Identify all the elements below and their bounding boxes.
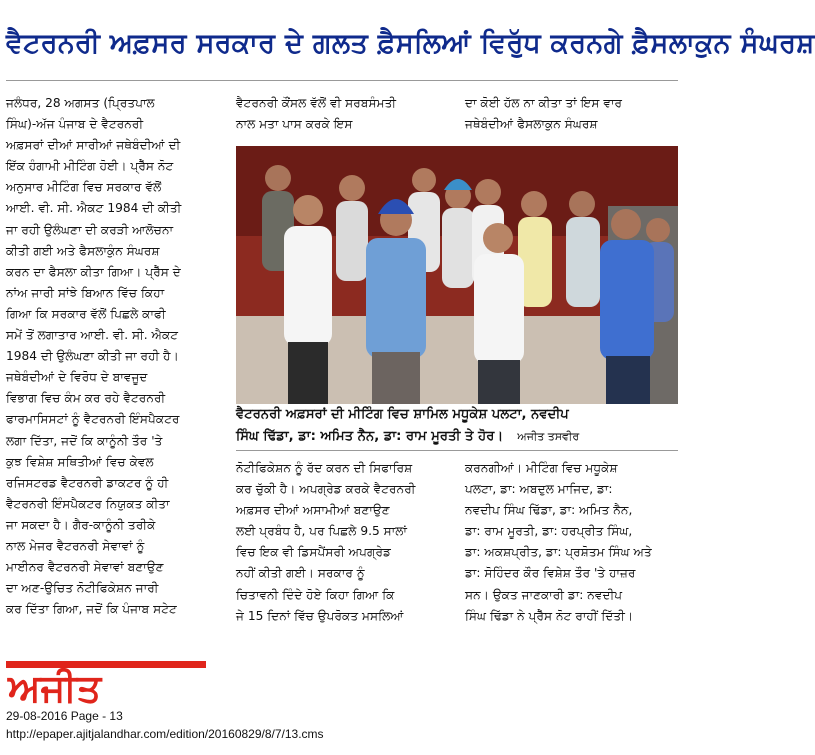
column-4-line: ਨਹੀਂ ਕੀਤੀ ਗਈ। ਸਰਕਾਰ ਨੂੰ [236, 566, 365, 581]
column-1-line: ਜਲੰਧਰ, 28 ਅਗਸਤ (ਪ੍ਰਿਤਪਾਲ [6, 96, 155, 110]
column-1-line: ਜਾ ਰਹੀ ਉਲੰਘਣਾ ਦੀ ਕਰੜੀ ਆਲੋਚਨਾ [6, 222, 174, 237]
column-1-line: ਸਿੰਘ)-ਅੱਜ ਪੰਜਾਬ ਦੇ ਵੈਟਰਨਰੀ [6, 117, 144, 132]
column-1-line: ਵੈਟਰਨਰੀ ਇੰਸਪੈਕਟਰ ਨਿਯੁਕਤ ਕੀਤਾ [6, 496, 170, 511]
column-1-line: ਅਫ਼ਸਰਾਂ ਦੀਆਂ ਸਾਰੀਆਂ ਜਥੇਬੰਦੀਆਂ ਦੀ [6, 138, 181, 153]
column-1-line: ਆਈ. ਵੀ. ਸੀ. ਐਕਟ 1984 ਦੀ ਕੀਤੀ [6, 201, 182, 216]
photo-caption [236, 404, 678, 448]
headline-rule [6, 80, 678, 81]
column-1-line: ਫਾਰਮਾਸਿਸਟਾਂ ਨੂੰ ਵੈਟਰਨਰੀ ਇੰਸਪੈਕਟਰ [6, 412, 180, 427]
date-page-label: 29-08-2016 Page - 13 [6, 709, 123, 723]
column-1-line: ਗਿਆ ਕਿ ਸਰਕਾਰ ਵੱਲੋਂ ਪਿਛਲੇ ਕਾਫੀ [6, 306, 166, 321]
column-3-line: ਜਥੇਬੰਦੀਆਂ ਫੈਸਲਾਕੁਨ ਸੰਘਰਸ਼ [465, 117, 598, 132]
column-4-line: ਕਰ ਚੁੱਕੀ ਹੈ। ਅਪਗ੍ਰੇਡ ਕਰਕੇ ਵੈਟਰਨਰੀ [236, 482, 416, 497]
caption-line-2: ਸਿੰਘ ਢਿੱਡਾ, ਡਾ: ਅਮਿਤ ਨੈਨ, ਡਾ: ਰਾਮ ਮੂਰਤੀ ਤੇ ਹੋਰ। ਅਜੀਤ ਤਸਵੀਰ [236, 429, 580, 444]
headline: ਵੈਟਰਨਰੀ ਅਫ਼ਸਰ ਸਰਕਾਰ ਦੇ ਗਲਤ ਫ਼ੈਸਲਿਆਂ ਵਿਰੁੱਧ ਕਰਨਗੇ ਫ਼ੈਸਲਾਕੁਨ ਸੰਘਰਸ਼ [6, 28, 815, 59]
column-4-line: ਅਫ਼ਸਰ ਦੀਆਂ ਅਸਾਮੀਆਂ ਬਣਾਉਣ [236, 503, 390, 518]
column-5-line: ਕਰਨਗੀਆਂ। ਮੀਟਿੰਗ ਵਿਚ ਮਧੂਕੇਸ਼ [465, 461, 618, 475]
column-1-line: ਦਾ ਅਣ-ਉਚਿਤ ਨੋਟੀਫਿਕੇਸ਼ਨ ਜਾਰੀ [6, 581, 159, 596]
column-1-line: ਅਨੁਸਾਰ ਮੀਟਿੰਗ ਵਿਚ ਸਰਕਾਰ ਵੱਲੋਂ [6, 180, 162, 195]
column-5-line: ਨਵਦੀਪ ਸਿੰਘ ਢਿੱਡਾ, ਡਾ: ਅਮਿਤ ਨੈਨ, [465, 503, 633, 518]
photo-credit: ਅਜੀਤ ਤਸਵੀਰ [517, 430, 580, 443]
column-5-line: ਡਾ: ਰਾਮ ਮੂਰਤੀ, ਡਾ: ਹਰਪ੍ਰੀਤ ਸਿੰਘ, [465, 524, 633, 539]
column-5-line: ਡਾ: ਸੋਹਿੰਦਰ ਕੌਰ ਵਿਸ਼ੇਸ਼ ਤੌਰ 'ਤੇ ਹਾਜ਼ਰ [465, 566, 636, 581]
column-1-line: ਜਥੇਬੰਦੀਆਂ ਦੇ ਵਿਰੋਧ ਦੇ ਬਾਵਜੂਦ [6, 370, 148, 385]
column-1-line: ਵਿਭਾਗ ਵਿਚ ਕੰਮ ਕਰ ਰਹੇ ਵੈਟਰਨਰੀ [6, 391, 166, 406]
column-4-line: ਚਿਤਾਵਨੀ ਦਿੰਦੇ ਹੋਏ ਕਿਹਾ ਗਿਆ ਕਿ [236, 587, 395, 602]
column-1-line: ਨਾਲ ਮੇਜਰ ਵੈਟਰਨਰੀ ਸੇਵਾਵਾਂ ਨੂੰ [6, 538, 145, 553]
article-column-3 [465, 93, 677, 137]
column-1-line: ਲਗਾ ਦਿੱਤਾ, ਜਦੋਂ ਕਿ ਕਾਨੂੰਨੀ ਤੌਰ 'ਤੇ [6, 433, 163, 448]
column-4-line: ਵਿਚ ਇਕ ਵੀ ਡਿਸਪੈਂਸਰੀ ਅਪਗ੍ਰੇਡ [236, 545, 391, 560]
article-column-5 [465, 458, 677, 658]
article-column-1 [6, 93, 224, 656]
column-5-line: ਸਿੰਘ ਢਿੱਡਾ ਨੇ ਪ੍ਰੈੱਸ ਨੋਟ ਰਾਹੀਂ ਦਿੱਤੀ। [465, 608, 634, 623]
ajit-logo-mark [6, 655, 206, 710]
article-column-2 [236, 93, 449, 137]
column-5-line: ਸਨ। ਉਕਤ ਜਾਣਕਾਰੀ ਡਾ: ਨਵਦੀਪ [465, 587, 623, 602]
column-1-line: ਰਜਿਸਟਰਡ ਵੈਟਰਨਰੀ ਡਾਕਟਰ ਨੂੰ ਹੀ [6, 475, 169, 490]
article-column-4 [236, 458, 449, 658]
column-4-line: ਲਈ ਪ੍ਰਬੰਧ ਹੈ, ਪਰ ਪਿਛਲੇ 9.5 ਸਾਲਾਂ [236, 524, 407, 539]
column-1-line: ਕੀਤੀ ਗਈ ਅਤੇ ਫੈਸਲਾਕੁੰਨ ਸੰਘਰਸ਼ [6, 243, 160, 258]
caption-line-1: ਵੈਟਰਨਰੀ ਅਫ਼ਸਰਾਂ ਦੀ ਮੀਟਿੰਗ ਵਿਚ ਸ਼ਾਮਿਲ ਮਧੂਕੇਸ਼ ਪਲਟਾ, ਨਵਦੀਪ [236, 407, 569, 422]
column-1-line: 1984 ਦੀ ਉਲੰਘਣਾ ਕੀਤੀ ਜਾ ਰਹੀ ਹੈ। [6, 349, 179, 364]
news-photo [236, 146, 678, 404]
column-1-line: ਨਾਂਅ ਜਾਰੀ ਸਾਂਝੇ ਬਿਆਨ ਵਿੱਚ ਕਿਹਾ [6, 285, 165, 300]
column-4-line: ਨੋਟੀਫਿਕੇਸ਼ਨ ਨੂੰ ਰੱਦ ਕਰਨ ਦੀ ਸਿਫਾਰਿਸ਼ [236, 461, 413, 475]
column-2-line: ਵੈਟਰਨਰੀ ਕੌਂਸਲ ਵੱਲੋਂ ਵੀ ਸਰਬਸੰਮਤੀ [236, 96, 397, 110]
ajit-logo [6, 655, 206, 710]
logo-text: ਅਜੀਤ [8, 666, 102, 710]
column-1-line: ਕਰਨ ਦਾ ਫੈਸਲਾ ਕੀਤਾ ਗਿਆ। ਪ੍ਰੈੱਸ ਦੇ [6, 264, 181, 279]
column-3-line: ਦਾ ਕੋਈ ਹੱਲ ਨਾ ਕੀਤਾ ਤਾਂ ਇਸ ਵਾਰ [465, 96, 623, 110]
column-1-line: ਸਮੇਂ ਤੋਂ ਲਗਾਤਾਰ ਆਈ. ਵੀ. ਸੀ. ਐਕਟ [6, 328, 179, 343]
column-5-line: ਡਾ: ਅਕਸ਼ਪ੍ਰੀਤ, ਡਾ: ਪ੍ਰਸ਼ੋਤਮ ਸਿੰਘ ਅਤੇ [465, 545, 652, 560]
epaper-url[interactable]: http://epaper.ajitjalandhar.com/edition/20160829/8/7/13.cms [6, 727, 324, 741]
column-1-line: ਜਾ ਸਕਦਾ ਹੈ। ਗੈਰ-ਕਾਨੂੰਨੀ ਤਰੀਕੇ [6, 517, 156, 532]
column-4-line: ਜੇ 15 ਦਿਨਾਂ ਵਿੱਚ ਉਪਰੋਕਤ ਮਸਲਿਆਂ [236, 608, 404, 623]
column-1-line: ਮਾਈਨਰ ਵੈਟਰਨਰੀ ਸੇਵਾਵਾਂ ਬਣਾਉਣ [6, 560, 164, 575]
column-2-line: ਨਾਲ ਮਤਾ ਪਾਸ ਕਰਕੇ ਇਸ [236, 117, 353, 132]
group-photo-illustration [236, 146, 678, 404]
column-1-line: ਇੱਕ ਹੰਗਾਮੀ ਮੀਟਿੰਗ ਹੋਈ। ਪ੍ਰੈੱਸ ਨੋਟ [6, 159, 174, 174]
caption-rule [236, 450, 678, 451]
column-1-line: ਕਰ ਦਿੱਤਾ ਗਿਆ, ਜਦੋਂ ਕਿ ਪੰਜਾਬ ਸਟੇਟ [6, 602, 177, 617]
column-5-line: ਪਲਟਾ, ਡਾ: ਅਬਦੁਲ ਮਾਜਿਦ, ਡਾ: [465, 482, 613, 497]
column-1-line: ਕੁਝ ਵਿਸ਼ੇਸ਼ ਸਥਿਤੀਆਂ ਵਿਚ ਕੇਵਲ [6, 454, 154, 469]
